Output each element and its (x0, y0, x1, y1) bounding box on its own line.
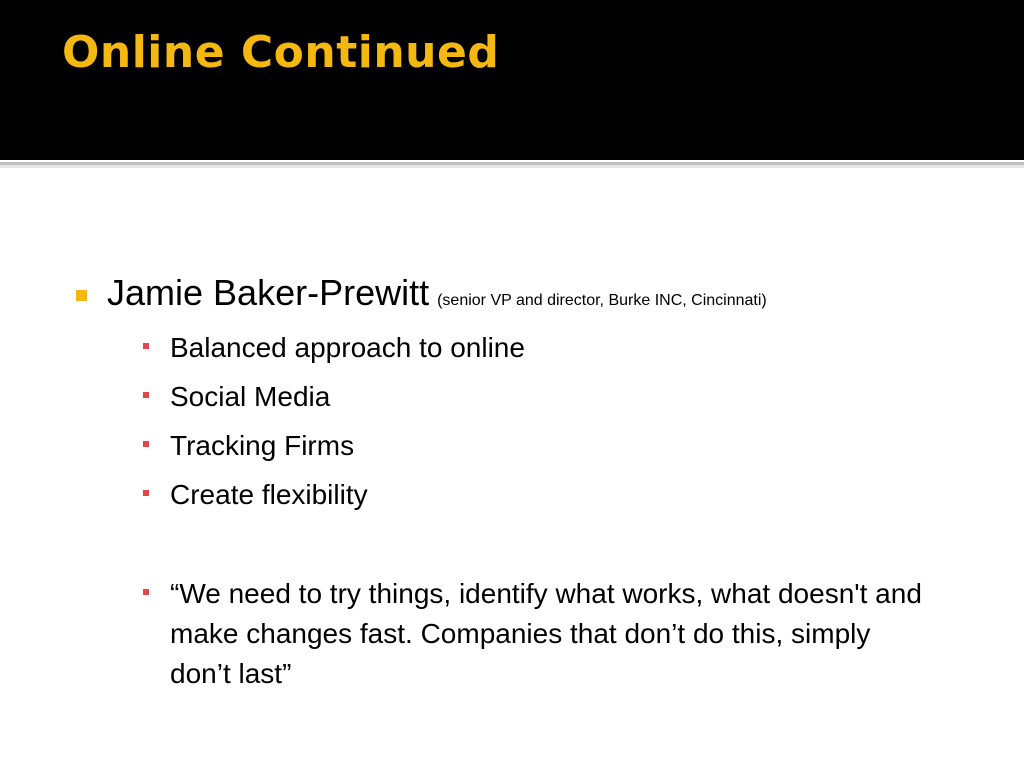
sub-bullet (143, 426, 943, 466)
sub-bullet-text: Social Media (170, 381, 331, 412)
main-bullet-name: Jamie Baker-Prewitt (107, 272, 430, 313)
main-bullet (76, 270, 767, 316)
small-square-bullet-icon (143, 343, 149, 349)
sub-bullet-text: Create flexibility (170, 479, 368, 510)
quote-text: “We need to try things, identify what works, what doesn't and make changes fast. Companies that don’t do this, simply don’t last” (170, 578, 922, 689)
main-bullet-aside: (senior VP and director, Burke INC, Cincinnati) (437, 292, 767, 309)
small-square-bullet-icon (143, 392, 149, 398)
sub-bullet (143, 377, 943, 417)
small-square-bullet-icon (143, 441, 149, 447)
quote-bullet (143, 574, 933, 694)
slide-title: Online Continued (62, 27, 500, 78)
small-square-bullet-icon (143, 490, 149, 496)
sub-bullet-text: Tracking Firms (170, 430, 355, 461)
sub-bullet (143, 475, 943, 515)
sub-bullet (143, 328, 943, 368)
small-square-bullet-icon (143, 589, 149, 595)
sub-bullet-text: Balanced approach to online (170, 332, 525, 363)
square-bullet-icon (76, 290, 87, 301)
